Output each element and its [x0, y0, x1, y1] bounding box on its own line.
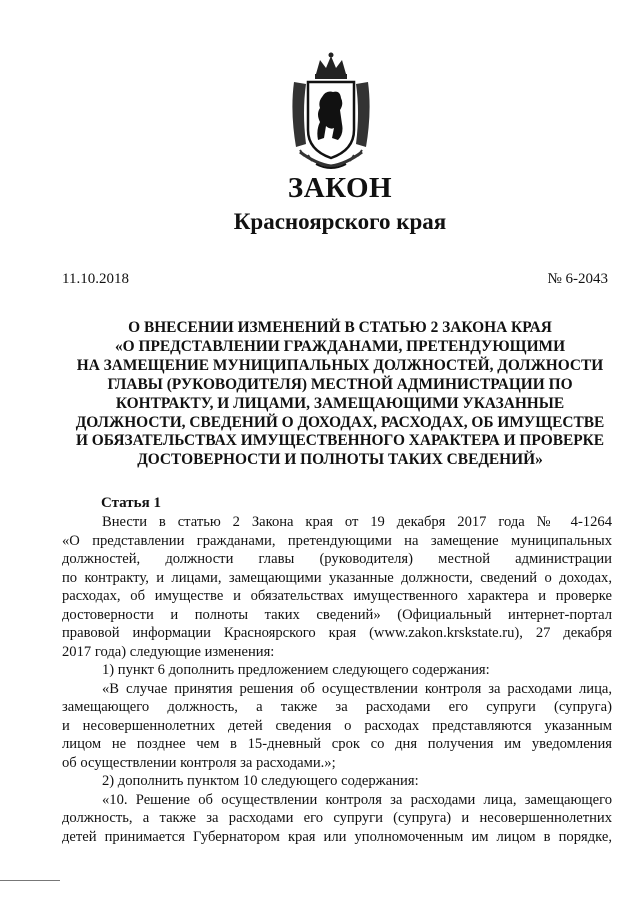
body-line: 2) дополнить пунктом 10 следующего содержания: [102, 773, 419, 789]
scan-artifact-divider [0, 880, 60, 881]
document-date: 11.10.2018 [62, 271, 129, 287]
heading-line: ДОЛЖНОСТИ, СВЕДЕНИЙ О ДОХОДАХ, РАСХОДАХ, ОБ ИМУЩЕСТВЕ [75, 413, 605, 431]
heading-line: ГЛАВЫ (РУКОВОДИТЕЛЯ) МЕСТНОЙ АДМИНИСТРАЦИИ ПО [107, 375, 573, 393]
body-line: по контракту, и лицами, замещающими указанные должности, сведений о доходах, [62, 569, 612, 586]
body-line: 1) пункт 6 дополнить предложением следующего содержания: [102, 662, 490, 678]
body-line: 2017 года) следующие изменения: [62, 643, 275, 660]
document-number: № 6-2043 [547, 271, 608, 287]
heading-line: И ОБЯЗАТЕЛЬСТВАХ ИМУЩЕСТВЕННОГО ХАРАКТЕРА И ПРОВЕРКЕ [75, 432, 605, 450]
heading-line: «О ПРЕДСТАВЛЕНИИ ГРАЖДАНАМИ, ПРЕТЕНДУЮЩИМИ [114, 337, 566, 355]
body-line: Внести в статью 2 Закона края от 19 декабря 2017 года № 4-1264 [102, 514, 612, 530]
body-line: и несовершеннолетних детей сведения о расходах представляются указанным [62, 717, 612, 734]
body-line: «О представлении гражданами, претендующими на замещение муниципальных [62, 532, 612, 549]
body-line: «В случае принятия решения об осуществлении контроля за расходами лица, [102, 680, 612, 697]
heading-line: НА ЗАМЕЩЕНИЕ МУНИЦИПАЛЬНЫХ ДОЛЖНОСТЕЙ, ДОЛЖНОСТИ [76, 356, 604, 374]
body-line: правовой информации Красноярского края (www.zakon.krskstate.ru), 27 декабря [62, 625, 612, 641]
body-line: достоверности и полноты таких сведений» (Официальный интернет-портал [62, 606, 612, 623]
heading-line: КОНТРАКТУ, И ЛИЦАМИ, ЗАМЕЩАЮЩИМИ УКАЗАННЫЕ [115, 394, 565, 412]
body-line: расходах, об имуществе и обязательствах имущественного характера и проверке [62, 588, 612, 604]
body-line: должность, а также за расходами его супруги (супруга) и несовершеннолетних [62, 810, 612, 826]
heading-line: О ВНЕСЕНИИ ИЗМЕНЕНИЙ В СТАТЬЮ 2 ЗАКОНА КРАЯ [128, 319, 552, 336]
document-subtitle: Красноярского края [233, 209, 447, 234]
article-title: Статья 1 [101, 495, 161, 511]
heading-line: ДОСТОВЕРНОСТИ И ПОЛНОТЫ ТАКИХ СВЕДЕНИЙ» [137, 451, 543, 469]
article-body [62, 513, 612, 846]
body-line: детей принимается Губернатором края или уполномоченным им лицом в порядке, [62, 828, 612, 845]
body-line: замещающего должность, а также за расходами его супруги (супруга) [62, 699, 612, 715]
document-title: ЗАКОН [287, 172, 393, 204]
body-line: должностей, должности главы (руководителя) местной администрации [62, 551, 612, 567]
body-line: лицом не позднее чем в 15-дневный срок со дня получения им уведомления [62, 736, 612, 752]
body-line: об осуществлении контроля за расходами.»; [62, 754, 336, 771]
coat-of-arms-emblem [286, 52, 376, 172]
law-heading [60, 319, 620, 470]
body-line: «10. Решение об осуществлении контроля за расходами лица, замещающего [102, 791, 612, 808]
